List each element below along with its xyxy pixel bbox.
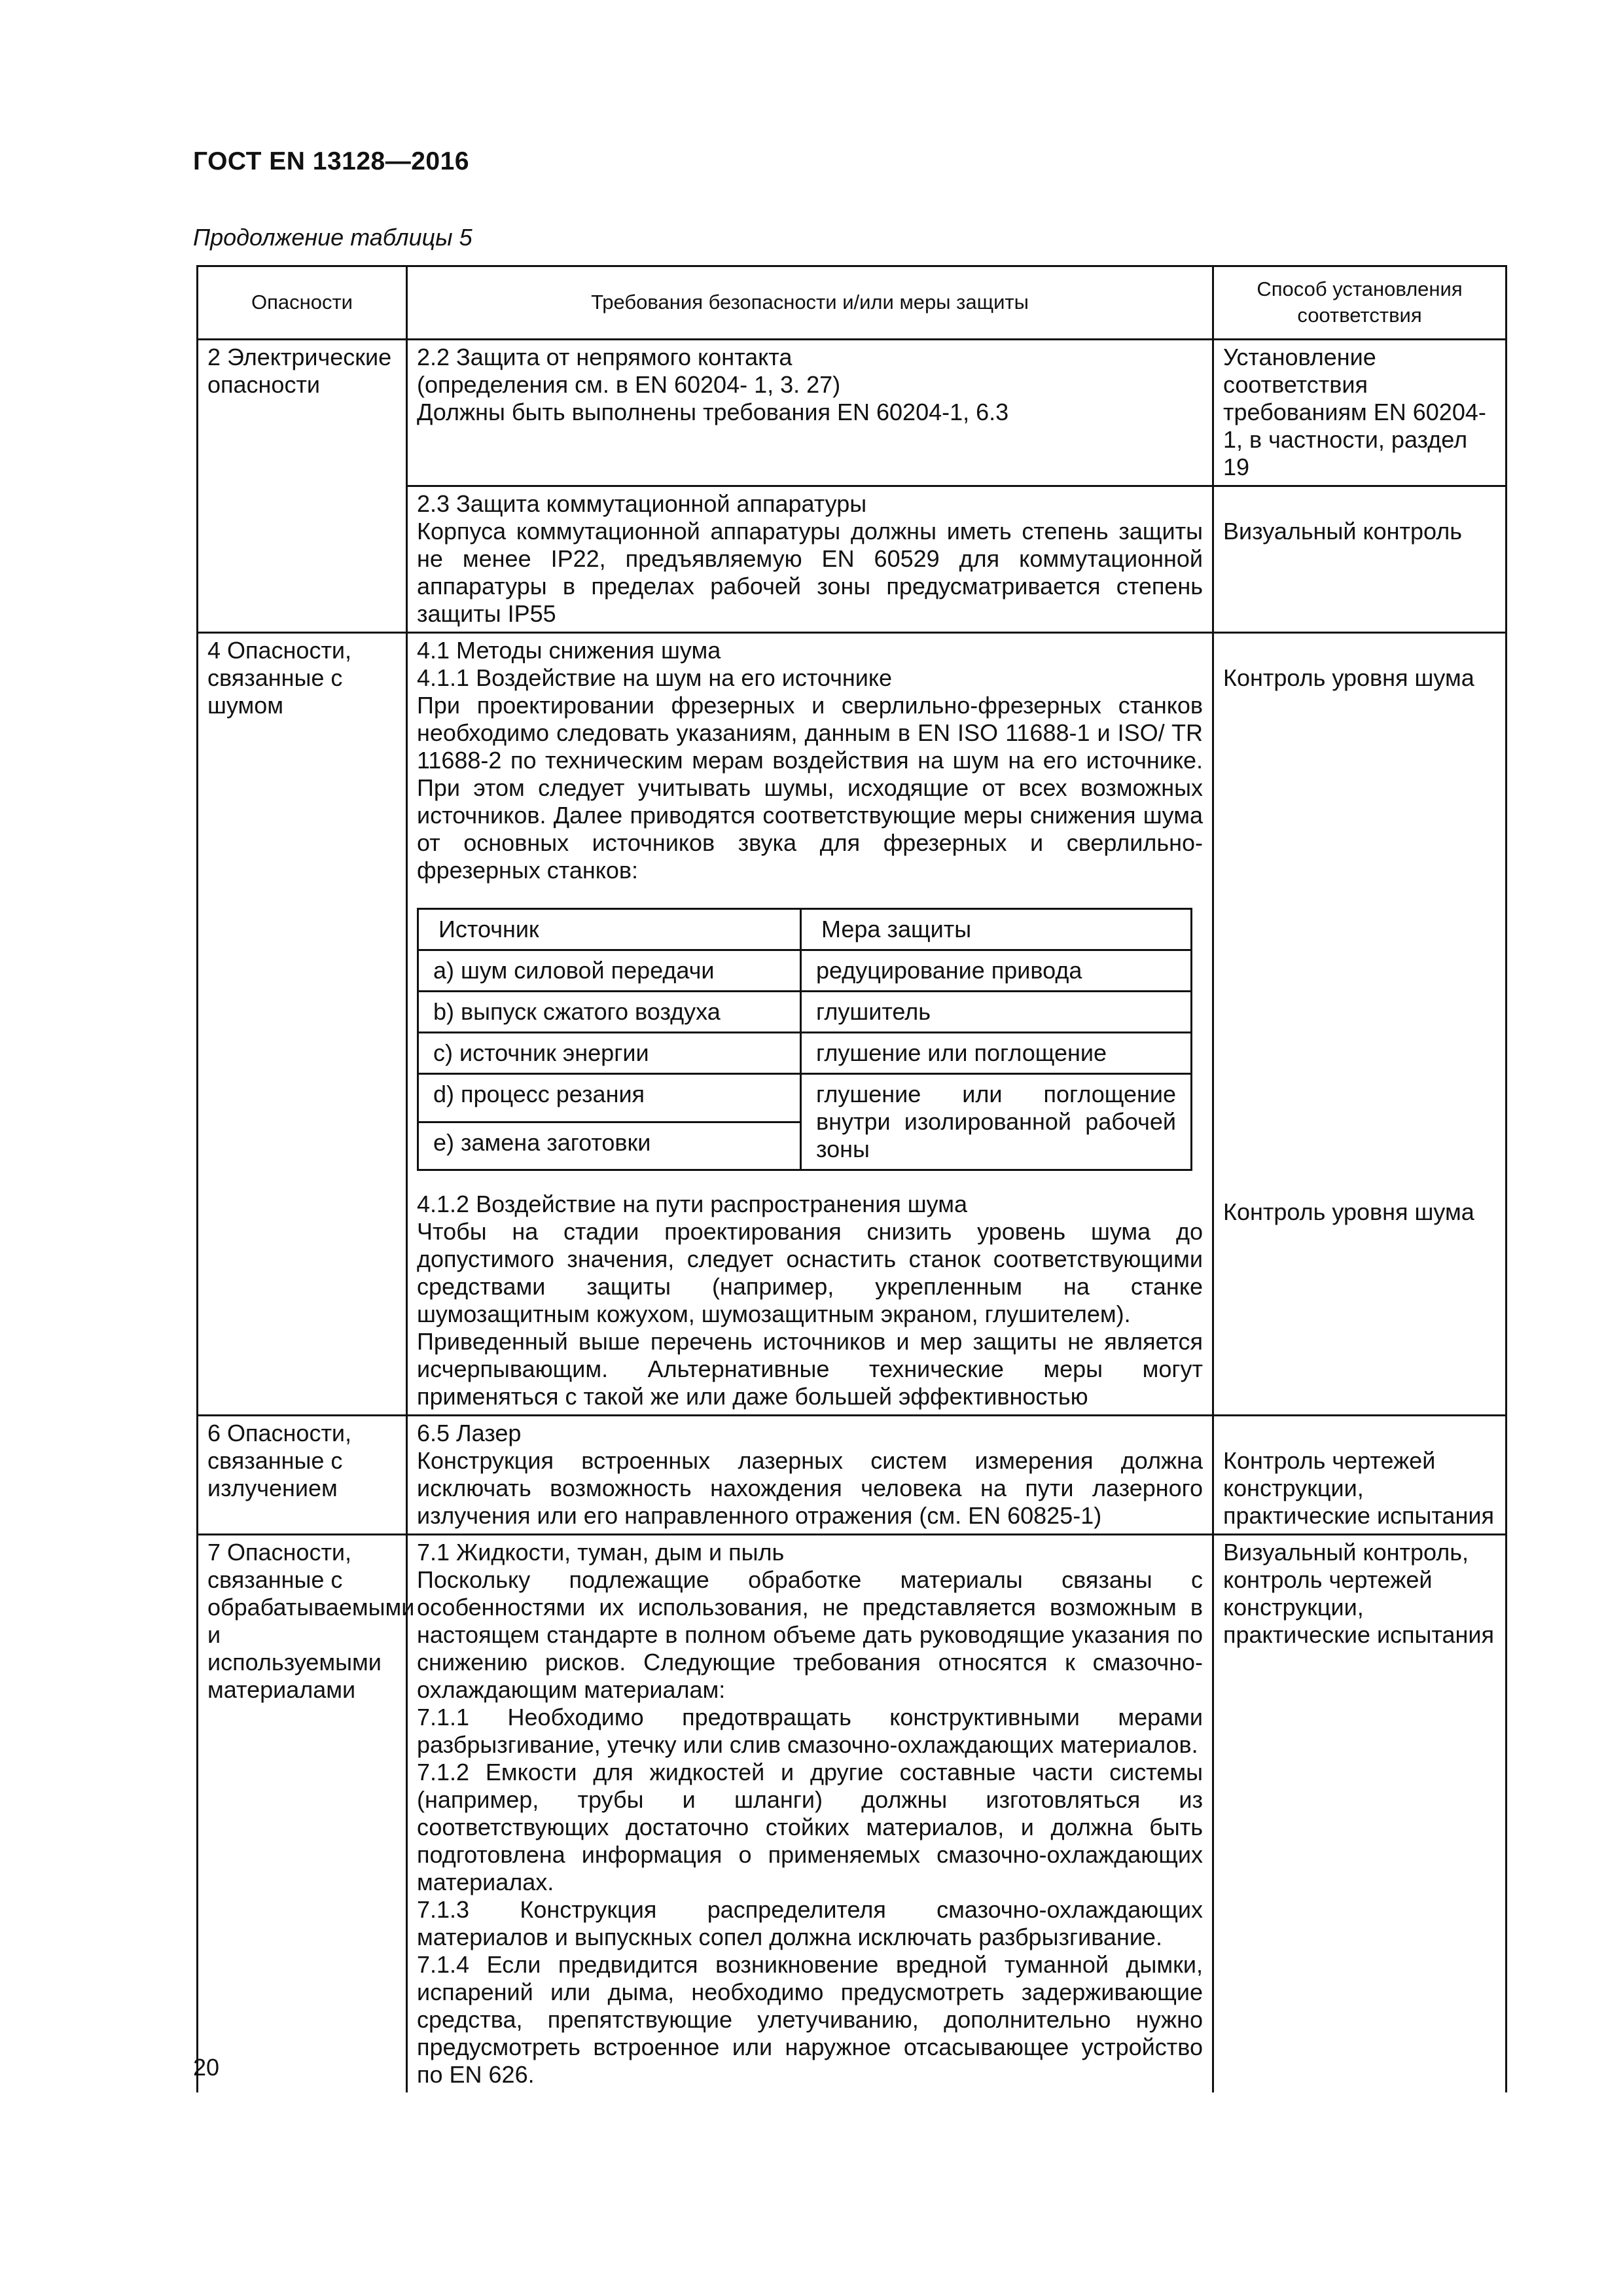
requirement-cell: [407, 340, 1213, 486]
column-header-verification: Способ установления соответствия: [1213, 266, 1507, 340]
page-number: 20: [193, 2054, 220, 2081]
verification-text: Контроль уровня шума: [1223, 664, 1474, 691]
requirement-text: Корпуса коммутационной аппаратуры должны иметь степень защиты не менее IP22, предъявляемую EN 60529 для коммутационной аппаратуры в пределах рабочей зоны предусматривается степень защиты IP55: [417, 518, 1203, 627]
noise-row: [418, 992, 1192, 1033]
noise-source: e) замена заготовки: [418, 1122, 801, 1170]
verification-cell: Установление соответствия требованиям EN 60204-1, в частности, раздел 19: [1213, 340, 1507, 486]
hazard-cell-empty: [198, 486, 407, 633]
noise-source: b) выпуск сжатого воздуха: [418, 992, 801, 1033]
table-row: [198, 486, 1507, 633]
requirement-cell: [407, 1535, 1213, 2093]
requirement-text: При проектировании фрезерных и сверлильно-фрезерных станков необходимо следовать указаниям, данным в EN ISO 11688-1 и ISO/ TR 11688-2 по техническим мерам воздействия на шум на его источнике. При этом следует учитывать шумы, исходящие от всех возможных источников. Далее приводятся соответствующие меры снижения шума от основных источников звука для фрезерных и сверлильно-фрезерных станков:: [417, 692, 1203, 884]
requirement-line: (определения см. в EN 60204- 1, 3. 27): [417, 371, 841, 398]
table-header-row: [198, 266, 1507, 340]
requirement-title: 2.2 Защита от непрямого контакта: [417, 344, 793, 370]
hazard-cell: 2 Электрические опасности: [198, 340, 407, 486]
verification-cell: [1213, 1416, 1507, 1535]
requirement-item: 7.1.2 Емкости для жидкостей и другие составные части системы (например, трубы и шланги) должны изготовляться из соответствующих достаточно стойких материалов, и должна быть подготовлена информация о применяемых смазочно-охлаждающих материалах.: [417, 1759, 1203, 1895]
requirement-title: 7.1 Жидкости, туман, дым и пыль: [417, 1539, 785, 1566]
verification-cell: Визуальный контроль, контроль чертежей конструкции, практические испытания: [1213, 1535, 1507, 2093]
noise-row: [418, 1074, 1192, 1122]
requirement-item: 7.1.4 Если предвидится возникновение вредной туманной дымки, испарений или дыма, необходимо предусмотреть задерживающие средства, препятствующие улетучиванию, дополнительно нужно предусмотреть встроенное или наружное отсасывающее устройство по EN 626.: [417, 1951, 1203, 2088]
table-row: [198, 1535, 1507, 2093]
verification-cell: [1213, 633, 1507, 1416]
hazard-cell: 7 Опасности, связанные с обрабатываемыми и используемыми материалами: [198, 1535, 407, 2093]
verification-text: Визуальный контроль: [1223, 518, 1463, 545]
noise-header-source: Источник: [418, 909, 801, 950]
requirement-cell: [407, 633, 1213, 1416]
requirement-text: Чтобы на стадии проектирования снизить уровень шума до допустимого значения, следует оснастить станок соответствующими средствами защиты (например, укрепленным на станке шумозащитным кожухом, шумозащитным экраном, глушителем).: [417, 1218, 1203, 1327]
noise-measure: редуцирование привода: [801, 950, 1192, 992]
table-row: [198, 633, 1507, 1416]
requirement-text: Приведенный выше перечень источников и мер защиты не является исчерпывающим. Альтернативные технические меры могут применяться с такой же или даже большей эффективностью: [417, 1328, 1203, 1410]
noise-sources-table: [417, 908, 1192, 1171]
requirement-cell: [407, 486, 1213, 633]
noise-row: [418, 950, 1192, 992]
noise-source: a) шум силовой передачи: [418, 950, 801, 992]
verification-text: Контроль уровня шума: [1223, 1198, 1474, 1225]
table-row: [198, 1416, 1507, 1535]
noise-measure: глушение или поглощение внутри изолированной рабочей зоны: [801, 1074, 1192, 1170]
requirement-item: 7.1.1 Необходимо предотвращать конструктивными мерами разбрызгивание, утечку или слив смазочно-охлаждающих материалов.: [417, 1704, 1203, 1758]
noise-header-measure: Мера защиты: [801, 909, 1192, 950]
table-continuation-caption: Продолжение таблицы 5: [193, 224, 473, 251]
noise-source: c) источник энергии: [418, 1033, 801, 1074]
requirement-title: 2.3 Защита коммутационной аппаратуры: [417, 490, 867, 517]
requirement-title: 6.5 Лазер: [417, 1420, 522, 1446]
noise-measure: глушитель: [801, 992, 1192, 1033]
requirement-title: 4.1 Методы снижения шума: [417, 637, 721, 664]
noise-row: [418, 1033, 1192, 1074]
verification-text: Контроль чертежей конструкции, практические испытания: [1223, 1447, 1495, 1529]
noise-measure: глушение или поглощение: [801, 1033, 1192, 1074]
hazard-cell: 6 Опасности, связанные с излучением: [198, 1416, 407, 1535]
hazards-table: [196, 265, 1507, 2092]
table-row: [198, 340, 1507, 486]
requirement-text: Поскольку подлежащие обработке материалы связаны с особенностями их использования, не представляется возможным в настоящем стандарте в полном объеме дать руководящие указания по снижению рисков. Следующие требования относятся к смазочно-охлаждающим материалам:: [417, 1566, 1203, 1703]
requirement-cell: [407, 1416, 1213, 1535]
noise-source: d) процесс резания: [418, 1074, 801, 1122]
verification-cell: [1213, 486, 1507, 633]
column-header-requirements: Требования безопасности и/или меры защиты: [407, 266, 1213, 340]
requirement-text: Конструкция встроенных лазерных систем измерения должна исключать возможность нахождения человека на пути лазерного излучения или его направленного отражения (см. EN 60825-1): [417, 1447, 1203, 1529]
document-header: ГОСТ EN 13128—2016: [193, 147, 470, 175]
requirement-subtitle: 4.1.1 Воздействие на шум на его источнике: [417, 664, 893, 691]
noise-table-header: [418, 909, 1192, 950]
requirement-subtitle: 4.1.2 Воздействие на пути распространения шума: [417, 1191, 968, 1217]
column-header-hazards: Опасности: [198, 266, 407, 340]
requirement-line: Должны быть выполнены требования EN 60204-1, 6.3: [417, 399, 1009, 425]
hazard-cell: 4 Опасности, связанные с шумом: [198, 633, 407, 1416]
requirement-item: 7.1.3 Конструкция распределителя смазочно-охлаждающих материалов и выпускных сопел должна исключать разбрызгивание.: [417, 1896, 1203, 1950]
